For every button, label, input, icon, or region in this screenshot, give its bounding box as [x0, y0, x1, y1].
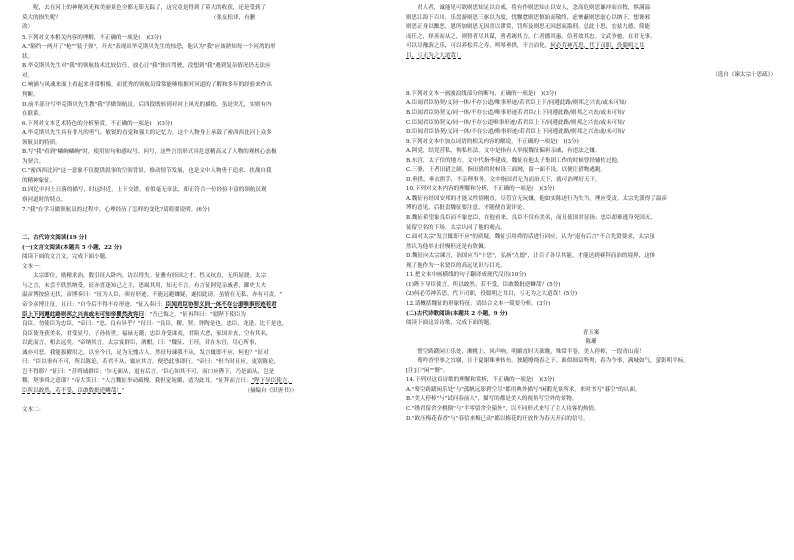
classical-text: 曰："臣以事有不可，所以陈论，若君不从，辄应其言，便恐此事即行。"帝曰："但当时且应，更别陈论，	[22, 359, 280, 366]
option: A."蓦空踌躇闲乐处"与"孤帆远影碧空尽"都用典外描写"闲暇光景所求，来时书写"暮空"的认面。	[406, 386, 641, 393]
classical-text	[406, 52, 776, 62]
source-citation: （选自《谏太宗十思疏》）	[712, 71, 776, 78]
poem-author: 陈瓘	[585, 339, 597, 346]
option: D.回忆中河上日落的描写，时远时近，上下交错，看似毫无章法，却正符合一位经验丰富的领航员观	[22, 187, 267, 194]
translation-item: (2)何必劳神苦思，代下司职，役聪明之耳目，亏无为之大道哉！(5分)	[406, 291, 578, 298]
option: 判断。	[22, 91, 39, 98]
option: 徒留空名的下场。太宗认同了他的观点。	[406, 224, 506, 231]
passage-text: 改）	[22, 24, 34, 31]
option: B."美人停棹"与"试问春前人"，描写的都是美人的视角写空外的景物。	[406, 396, 578, 403]
option: A.毕克斯贝先生具有非凡的勇气、敏锐的直觉和强大的记忆力，这个人物身上承载了密西西比河上众多	[22, 130, 272, 137]
classical-text: 而任之，择善而从之，则智者尽其谋，勇者竭其力，仁者播其惠，信者效其忠。文武争驰，在君无事，	[406, 33, 656, 40]
option: C.面对太宗"发言辄即不应"的质疑，魏征引用舜的话进行回应，认为"退有后言"不合先贤要求，太宗虽	[406, 234, 655, 241]
option: D.垂拱，垂衣拱手，不亲理事务。文中指国君无为而治天下，就可治理好天下。	[406, 176, 601, 183]
passage-text: 莫大的损失呢？ （张友松译，有删	[22, 14, 256, 21]
question-7: 7."我"在学习做领航员的过程中，心理经历了怎样的变化?请简要说明。(6分)	[22, 206, 210, 213]
question-8: 8.下列对文本一画波浪线部分的断句，正确的一项是( )(3分)	[406, 90, 557, 97]
question-6: 6.下列对文本艺术特色的分析鉴赏，不正确的一项是( )(3分)	[22, 120, 173, 127]
classical-text: 良臣，勿使臣为忠臣。"帝曰："忠、良有异乎？"征曰："良臣，稷、契、咎陶是也。忠臣，龙逢、比干是也。	[22, 321, 288, 328]
passage-text: 呢，去在河上的神秘风光和美丽景色全都无影无踪了，这究竟是得到了莫大的收获，还是受到了	[22, 5, 267, 11]
option: B.写"我"看到"嶙峋嶙峋"时，使用短句和感叹号、问号，这些言语形式具危意精高又了人物的观机心态极	[22, 149, 277, 156]
option: 然认为他举止轻慢但还是有欣佩。	[406, 243, 490, 250]
underlined-sentence: "陛下导臣使言，	[251, 378, 293, 385]
wavy-underlined-sentence: 臣上下同遵此路则邦之兴丧或未可知帝瞿然改容曰	[22, 311, 145, 318]
option: D.臣闻君臣协契/义同一体/不存公道/唯事形迹/若君臣上下同遵此路/则邦之兴丧或/未可知/	[406, 129, 625, 136]
question-12: 12.请概括魏征的形象特征。请结合文本一简要分析。(3分)	[406, 300, 551, 307]
option: D."欧压梅花春香"与"春信来梅已动"都以梅花的开放作为春天开启的信号。	[406, 415, 589, 422]
subsection-heading: (一)文言文阅读(本题共 5 小题，22 分)	[22, 244, 122, 251]
option: C."密西西比河"这一意象不仅提供叙事的空间背景，推动情节发展，也是文中人物勇于追求、扶战自我	[22, 168, 272, 175]
option: D.魏征向太宗谏言，治国应当"十思"，弘扬"九德"，让百子各尽其能，才能达到赛拜而治的境界，这体	[406, 253, 656, 260]
classical-text: 太宗即位，励精求治，数引征入卧内，访以得失。征雅有经国之才，性又抗直，无所屈挠。太宗	[22, 273, 267, 280]
option: C.三驱，王者田猎之制。指田猎的时候设三面网，留一面不设，以便让猎物逃跑。	[406, 167, 606, 174]
option: 为契合。	[22, 158, 45, 165]
text-label: 文本一：	[22, 263, 45, 270]
question-5: 5.下列对文本相关内容的理解，不正确的一项是( )(3分)	[22, 34, 162, 41]
option: A.臣闻君臣协契/义同一体/不存公道/唯事形迹/若君臣上下/同遵此路/则邦之兴丧/或未可知/	[406, 100, 627, 107]
option: 博的意见，后批责魏征要注意，才随便直说评论。	[406, 205, 529, 212]
underlined-sentence: 何必劳神苦思，代下司职，役聪明之耳	[550, 43, 645, 50]
option: 在联系。	[22, 111, 45, 118]
option: C."绣君留舍全棋倒"与"半零留舍全猿外"，以不同形式来写了主人待客的热情。	[406, 405, 600, 412]
option: B.魏征希望象良臣而不象忠臣，在他看来，良臣不仅有美名，而且使国君显扬；忠臣却难逃身死国灭、	[406, 215, 656, 222]
option: A.魏征有经国安邦的才能又性情刚直，尽管宣无玩嫌，他如实陈述行为失当，理应受责。太宗先派得了温彦	[406, 195, 667, 202]
option: D.前半部分写毕克斯贝先生教"我"学做领航员，后四段既转到对河上风光的描绘，虽是突兀，实则有内	[22, 101, 272, 108]
option: B.东宫，太子住的地方。文中代指李建成，魏征在他太子集团工作的时候曾经辅佐过他。	[406, 157, 623, 164]
option: B.毕克斯贝先生对"我"的领航技术比较信任，放心让"我"独自驾驶，没想到"我"遇到复杂情况仍无法应	[22, 63, 271, 70]
option: 的精神象征。	[22, 177, 56, 184]
option: 现了他作为一名贤臣的高远见识与目光。	[406, 262, 506, 269]
option: 状。	[22, 53, 34, 60]
option: 领航员的特质。	[22, 139, 61, 146]
question-9: 9.下列对文本中加点词语的相关内容的解说，不正确的一项是( )(3分)	[406, 138, 579, 145]
question-10: 10.下列对文本内容的理解和分析，不正确的一项是( )(3分)	[406, 186, 555, 193]
classical-text: 岂不得耶？"征曰："昔舜诫群臣：'尔无面从，退有后言。'臣心知其不可，而口应陛下，乃是面从，岂是	[22, 368, 275, 375]
poem-note: [注]①"闲""野"。	[406, 367, 449, 374]
classical-text: 以此而言，相去远矣。"帝纳其言。太宗宴群臣，酒酣，曰："魏征、王珪，昔在东宫，尽心所事，	[22, 340, 261, 347]
classical-text: 稷、契事舜之意耶？"帝大笑曰："人言魏征举动疏慢，我但觉妩媚，适为此耳。"征拜而言曰："陛下导臣使言，	[22, 378, 293, 385]
classical-text: 可以尽豫游之乐，可以养松乔之寿，鸣琴垂拱，不言而化。何必劳神苦思，代下司职，役聪明之耳	[406, 43, 645, 50]
left-column	[22, 4, 386, 416]
classical-text: 良臣使身获美名，君受显号，子孙传世，福禄无疆；忠臣身受诛夷，君陷大恶，家国并丧，空有其名。	[22, 330, 272, 337]
classical-text: 诚亦可恶。我能拔擢用之，以至今日，足为无愧古人。然征每谏我不从，发言辄即不应，何也？"征对	[22, 349, 269, 356]
translation-item: (1)陛下导臣使言，所以敢然；若不受，臣敢数批逆鳞哉？(5分)	[406, 281, 561, 288]
option: A.阿党，结党营私，徇私枉法。文中是指有人举报魏征偏袒亲戚，有违法之嫌。	[406, 148, 601, 155]
classical-text: 则思江海下百川，乐盘游则思三驱以为度，忧懈怠则思慎始而敬终，虑壅蔽则思虚心以纳下，想谗邪	[406, 14, 651, 21]
option: 察河道时的特点。	[22, 196, 67, 203]
option: A."隔约一两开了"枪""装子弹"，开火"表现出毕克斯贝先生的惊恐，他认为"我"应该熟知每一个河湾的形	[22, 44, 276, 51]
subsection-heading: (二)古代诗歌阅读(本题共 2 小题，9 分)	[406, 310, 508, 317]
option: C.响铺与风魂来面上看起来非常相像，而优秀的领航员常常能够根据对河道的了解和多年的经验来作出	[22, 82, 272, 89]
classical-text: 温彦博按验无状，彦博奏曰："征为人臣，须存形迹，不能远避嫌疑，遂招此谤。虽情在无私，亦有可责。"	[22, 292, 283, 299]
option: C.臣闻君臣协契义/同一体/不存公道唯事形迹/若君臣上下/同遵此路/则邦之兴丧/或未可知/	[406, 119, 625, 126]
text-label: 文本二：	[22, 407, 45, 414]
classical-text: 帝令彦博让征，且曰："自今后不得不存形迹。"征入奏曰：臣闻君臣协契义同一体不存公道唯事形迹若君	[22, 302, 277, 308]
classical-text: 君人者，诚能见可欲则思知足以自戒，将有作则思知止以安人，念高危则思谦冲而自牧，惧满溢	[406, 5, 651, 11]
poem-line: 蓦吟香里事之宜谢，且于夏谢珠垂转鱼。独随缭绕春之下。谁似细谙鸳鸯，春为今事，满城如气，萤影明半标。	[406, 358, 689, 365]
underlined-sentence: 臣所以敢然，若不受，臣敢数批逆鳞哉！	[22, 387, 122, 394]
source-citation: （摘编自《旧唐书》）	[244, 387, 298, 394]
poem-title: 青玉案	[582, 329, 600, 336]
option: 对。	[22, 72, 34, 79]
wavy-underlined-sentence: 臣闻君臣协契义同一体不存公道唯事形迹若君	[165, 302, 277, 308]
section-heading: 二、古代诗文阅读[19 分]	[22, 235, 87, 242]
underlined-sentence: 目，亏无为之大道哉！	[406, 52, 462, 59]
instruction: 阅读下面这首诗歌，完成下面的题。	[406, 320, 495, 327]
right-column	[406, 4, 776, 424]
option: B.臣闻君臣协契义/同一体/不存公道/唯事形迹若君臣/上下同遵此路/则邦之兴丧/或未可知/	[406, 110, 625, 117]
poem-line: 譬空踌躇闲①乐处，湘桃上、风声响。明媚直时天欲晚，殊常半卷，美人停棹，一段青山南！	[406, 348, 645, 355]
question-14: 14.下列对这首诗歌的理解和赏析，不正确的一项是( )(3分)	[406, 377, 555, 384]
classical-text: 则思正身以黜恶，恩所加则思无因喜以谬赏，罚所及则思无因怒而滥刑。总此十思，宏兹九德，简能	[406, 24, 651, 31]
classical-text: 与之言，未尝不欣然纳受。征亦喜逢知己之主，思竭其用，知无不言。有言征阿党亲戚者，御史大夫	[22, 282, 267, 289]
instruction: 阅读下面的文言文，完成下面小题。	[22, 254, 111, 261]
classical-text: 臣上下同遵此路则邦之兴丧或未可知帝瞿然改容曰："吾已悔之。"征再拜曰："愿陛下使臣为	[22, 311, 246, 318]
classical-text: 臣所以敢然，若不受，臣敢数批逆鳞哉！" （摘编自《旧唐书》）	[22, 387, 298, 394]
question-11: 11.把文本中画横线的句子翻译成现代汉语(10分)	[406, 272, 527, 279]
